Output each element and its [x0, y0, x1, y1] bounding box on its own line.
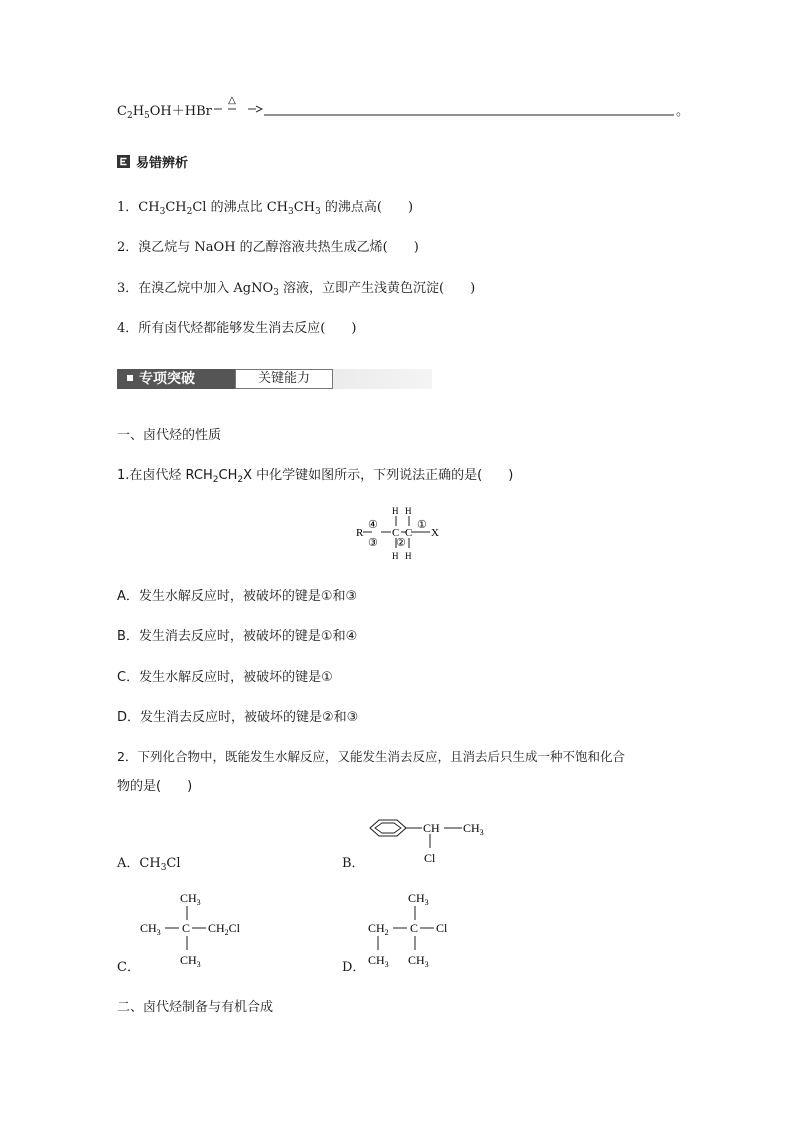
atom-H2-bottom: H [405, 551, 412, 561]
svg-text:CH3: $CH_3$ [180, 953, 201, 969]
svg-text:Cl: Cl [436, 921, 448, 935]
banner-sub: 关键能力 [235, 369, 333, 389]
q2-stem-line2: 物的是( ) [117, 779, 193, 794]
svg-text:CH3: $CH_3$ [368, 953, 389, 969]
bond-label-2: ② [396, 537, 406, 549]
atom-H1-top: H [392, 506, 399, 516]
q1-option-d: D．发生消去反应时，被破坏的键是②和③ [117, 710, 359, 725]
bond-label-1: ① [417, 519, 427, 531]
equation-reactants: $C_2H_5OH+HBr$ [117, 104, 212, 121]
atom-H2-top: H [405, 506, 412, 516]
easy-error-item-1: 1．$CH_3CH_2Cl$ 的沸点比 $CH_3CH_3$ 的沸点高( ) [117, 200, 414, 217]
svg-text:CH2: $CH_2$ [368, 921, 389, 937]
section1-title: 一、卤代烃的性质 [117, 428, 222, 443]
atom-H1-bottom: H [392, 551, 399, 561]
easy-error-item-4: 4．所有卤代烃都能够发生消去反应( ) [117, 321, 357, 336]
svg-text:CH3: $CH_3$ [408, 891, 429, 907]
b-ch: CH [423, 821, 440, 835]
svg-text:CH3: $CH_3$ [408, 953, 429, 969]
easy-error-item-3: 3．在溴乙烷中加入 AgNO$_3$ 溶液，立即产生浅黄色沉淀( ) [117, 281, 476, 298]
top-equation [117, 100, 212, 119]
banner-main: 专项突破 [117, 369, 235, 389]
q2-option-b-letter: B． [342, 856, 365, 871]
atom-X: X [431, 527, 439, 539]
q2-option-d-structure [364, 888, 474, 972]
svg-text:CH3: $CH_3$ [463, 821, 484, 837]
banner-square-icon [127, 375, 133, 381]
q2-option-d-letter: D． [342, 960, 366, 975]
q1-option-b: B．发生消去反应时，被破坏的键是①和④ [117, 629, 358, 644]
svg-text:C: C [410, 921, 419, 935]
svg-text:CH3: $CH_3$ [180, 891, 201, 907]
q1-stem: 1.在卤代烃 $RCH_2CH_2X$ 中化学键如图所示，下列说法正确的是( ) [117, 468, 514, 485]
q1-option-a: A．发生水解反应时，被破坏的键是①和③ [117, 589, 358, 604]
svg-text:C: C [182, 921, 191, 935]
bond-label-3: ③ [368, 537, 378, 549]
equation-arrow-and-blank [212, 94, 682, 120]
q1-bond-structure [348, 500, 448, 564]
atom-C1: C [392, 527, 400, 539]
atom-C2: C [405, 527, 413, 539]
heat-symbol: △ [228, 95, 236, 106]
easy-error-header [117, 152, 188, 171]
svg-text:CH2Cl: $CH_2Cl$ [208, 921, 241, 937]
q1-option-c: C．发生水解反应时，被破坏的键是① [117, 670, 333, 685]
atom-R: R [356, 527, 364, 539]
section2-title: 二、卤代烃制备与有机合成 [117, 1000, 274, 1015]
q2-option-c-letter: C． [117, 960, 140, 975]
section-marker-icon [117, 155, 130, 168]
section-banner [117, 366, 432, 392]
q2-option-a: A．$CH_3Cl$ [117, 856, 181, 873]
bond-label-4: ④ [368, 519, 378, 531]
svg-text:CH3: $CH_3$ [140, 921, 161, 937]
easy-error-item-2: 2．溴乙烷与 NaOH 的乙醇溶液共热生成乙烯( ) [117, 240, 419, 255]
b-cl: Cl [424, 851, 436, 865]
end-period: 。 [676, 104, 690, 119]
q2-option-c-structure [136, 888, 266, 972]
q2-stem-line1: 2．下列化合物中，既能发生水解反应，又能发生消去反应，且消去后只生成一种不饱和化合 [117, 749, 625, 764]
q2-option-b-structure [364, 812, 504, 868]
easy-error-title: 易错辨析 [136, 156, 189, 171]
